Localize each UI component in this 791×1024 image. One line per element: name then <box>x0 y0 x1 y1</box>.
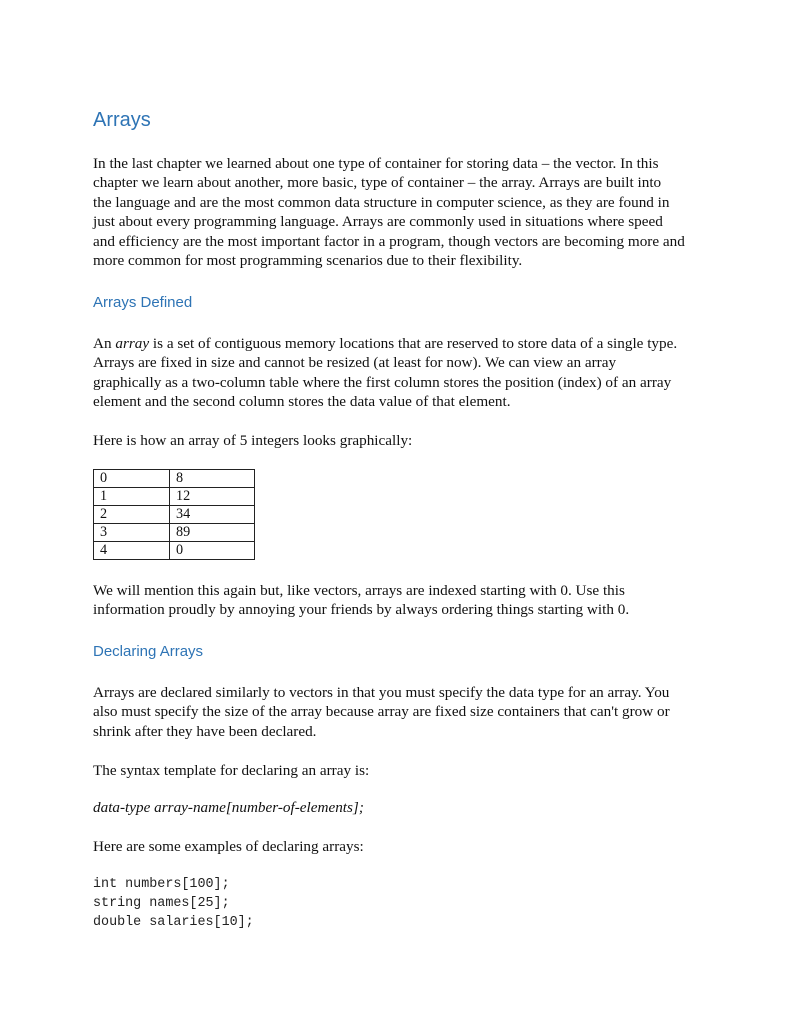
table-row <box>94 470 255 488</box>
intro-line: more common for most programming scenarios due to their flexibility. <box>93 252 523 270</box>
arrays-defined-paragraph <box>93 334 703 412</box>
intro-line: In the last chapter we learned about one type of container for storing data – the vector. In this <box>93 155 659 172</box>
note-line: information proudly by annoying your friends by always ordering things starting with 0. <box>93 601 630 619</box>
section-heading-arrays-defined: Arrays Defined <box>93 294 193 311</box>
value-cell: 34 <box>170 506 255 524</box>
definition-line: Arrays are fixed in size and cannot be resized (at least for now). We can view an array <box>93 354 617 372</box>
intro-line: just about every programming language. Arrays are commonly used in situations where speed <box>93 213 663 231</box>
term-array: array <box>115 335 150 352</box>
code-line: double salaries[10]; <box>93 915 254 931</box>
declaring-line: also must specify the size of the array because array are fixed size containers that can't grow or <box>93 703 670 721</box>
note-line: We will mention this again but, like vectors, arrays are indexed starting with 0. Use this <box>93 582 625 599</box>
syntax-lead-text: The syntax template for declaring an array is: <box>93 762 370 779</box>
intro-line: the language and are the most common data structure in computer science, as they are found in <box>93 193 670 211</box>
index-cell: 3 <box>94 524 170 542</box>
code-line: string names[25]; <box>93 896 230 912</box>
declaring-line: Arrays are declared similarly to vectors in that you must specify the data type for an array. You <box>93 684 670 701</box>
table-lead-text: Here is how an array of 5 integers looks graphically: <box>93 432 413 449</box>
definition-line: graphically as a two-column table where the first column stores the position (index) of an array <box>93 373 672 391</box>
definition-line: element and the second column stores the data value of that element. <box>93 393 511 411</box>
table-row <box>94 542 255 560</box>
intro-line: and efficiency are the most important factor in a program, though vectors are becoming more and <box>93 232 685 250</box>
array-table <box>93 469 255 560</box>
intro-line: chapter we learn about another, more basic, type of container – the array. Arrays are built into <box>93 174 662 192</box>
declaring-line: shrink after they have been declared. <box>93 722 317 740</box>
value-cell: 89 <box>170 524 255 542</box>
syntax-template: data-type array-name[number-of-elements]; <box>93 799 364 816</box>
code-line: int numbers[100]; <box>93 877 230 892</box>
value-cell: 12 <box>170 488 255 506</box>
section-heading-declaring-arrays: Declaring Arrays <box>93 643 204 660</box>
code-example-block <box>93 875 254 933</box>
index-cell: 1 <box>94 488 170 506</box>
declaring-paragraph <box>93 683 703 741</box>
index-cell: 2 <box>94 506 170 524</box>
examples-lead-text: Here are some examples of declaring arrays: <box>93 838 364 855</box>
table-row <box>94 524 255 542</box>
table-row <box>94 488 255 506</box>
value-cell: 0 <box>170 542 255 560</box>
index-cell: 0 <box>94 470 170 488</box>
table-row <box>94 506 255 524</box>
indexing-note-paragraph <box>93 581 703 620</box>
index-cell: 4 <box>94 542 170 560</box>
definition-line: An array is a set of contiguous memory locations that are reserved to store data of a single type. <box>93 335 678 352</box>
page-title: Arrays <box>93 109 151 131</box>
intro-paragraph <box>93 154 703 270</box>
value-cell: 8 <box>170 470 255 488</box>
